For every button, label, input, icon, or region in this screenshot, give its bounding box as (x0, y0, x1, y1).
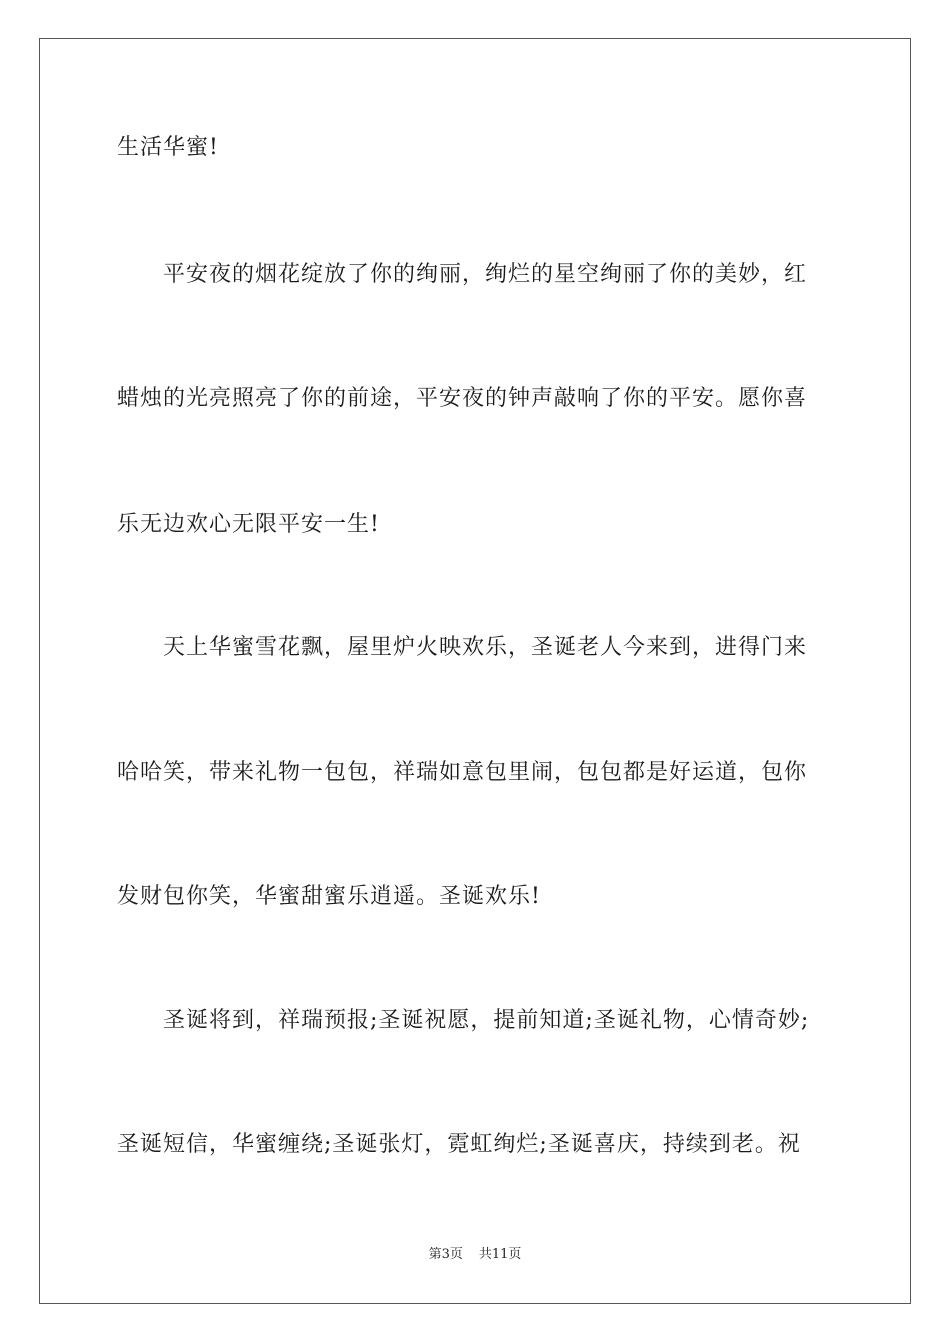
text-line-6: 哈哈笑，带来礼物一包包，祥瑞如意包里闹，包包都是好运道，包你 (117, 760, 808, 785)
text-line-8: 圣诞将到，祥瑞预报;圣诞祝愿，提前知道;圣诞礼物，心情奇妙; (163, 1008, 810, 1033)
text-line-3: 蜡烛的光亮照亮了你的前途，平安夜的钟声敲响了你的平安。愿你喜 (117, 386, 808, 411)
text-line-4: 乐无边欢心无限平安一生! (117, 512, 380, 537)
text-line-9: 圣诞短信，华蜜缠绕;圣诞张灯，霓虹绚烂;圣诞喜庆，持续到老。祝 (117, 1132, 801, 1157)
page-total: 共11页 (478, 1247, 522, 1262)
text-line-2: 平安夜的烟花绽放了你的绚丽，绚烂的星空绚丽了你的美妙，红 (163, 262, 808, 287)
page-number: 第3页 (428, 1247, 463, 1262)
text-line-7: 发财包你笑，华蜜甜蜜乐逍遥。圣诞欢乐! (117, 884, 541, 909)
text-line-5: 天上华蜜雪花飘，屋里炉火映欢乐，圣诞老人今来到，进得门来 (163, 635, 808, 660)
text-line-1: 生活华蜜! (117, 135, 219, 160)
page-footer (0, 1246, 950, 1264)
page-border (39, 38, 911, 1304)
